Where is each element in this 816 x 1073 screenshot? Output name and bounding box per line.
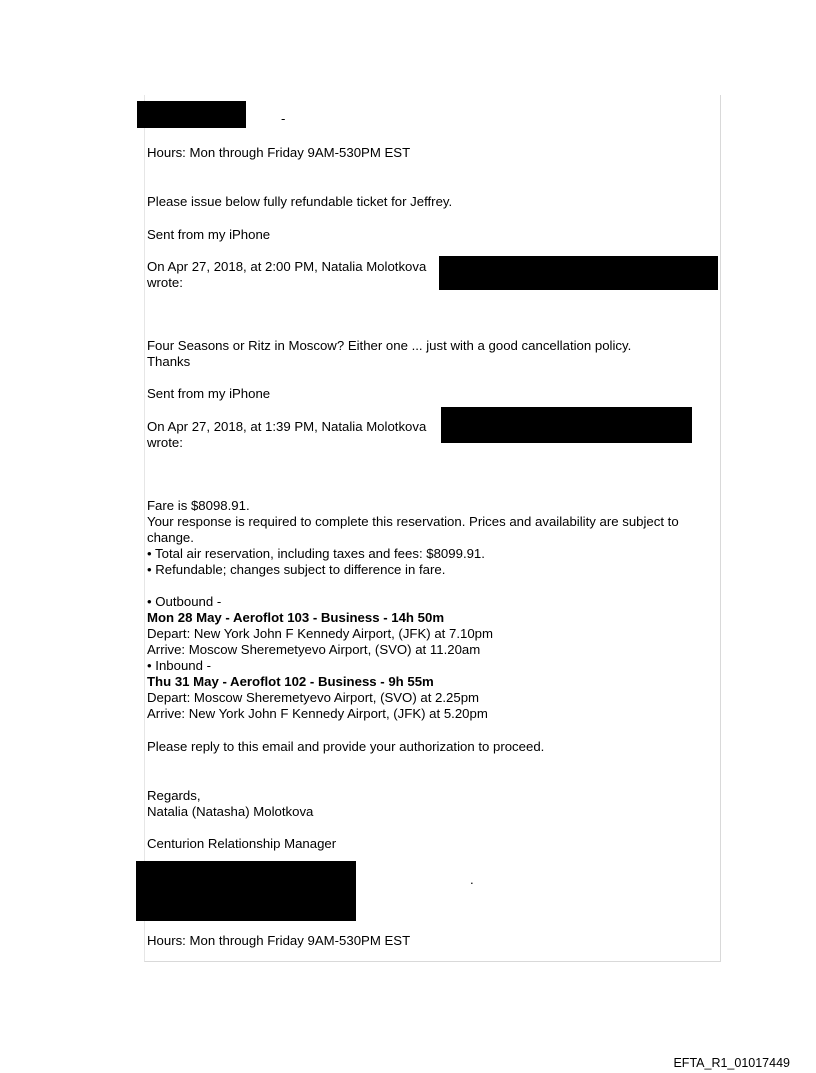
sender-name: Natalia (Natasha) Molotkova [147,804,314,819]
redaction-block-header [137,101,246,128]
outbound-depart: Depart: New York John F Kennedy Airport, (JFK) at 7.10pm [147,626,493,641]
document-id: EFTA_R1_01017449 [673,1056,790,1070]
redaction-block-signature [136,861,356,921]
inbound-arrive: Arrive: New York John F Kennedy Airport, (JFK) at 5.20pm [147,706,488,721]
fare-line: Fare is $8098.91. [147,498,250,513]
message2-body-line1: Four Seasons or Ritz in Moscow? Either one ... just with a good cancellation policy. [147,338,632,353]
reply-request: Please reply to this email and provide your authorization to proceed. [147,739,545,754]
inbound-depart: Depart: Moscow Sheremetyevo Airport, (SVO) at 2.25pm [147,690,480,705]
signature-dot: . [470,872,474,887]
message1-body: Please issue below fully refundable ticket for Jeffrey. [147,194,453,209]
message2-quote-wrote: wrote: [147,435,183,450]
outbound-arrive: Arrive: Moscow Sheremetyevo Airport, (SVO) at 11.20am [147,642,481,657]
message2-body-line2: Thanks [147,354,191,369]
inbound-label: • Inbound - [147,658,212,673]
header-hours: Hours: Mon through Friday 9AM-530PM EST [147,145,411,160]
regards: Regards, [147,788,201,803]
closing-hours: Hours: Mon through Friday 9AM-530PM EST [147,933,411,948]
bullet-refundable: • Refundable; changes subject to difference in fare. [147,562,446,577]
outbound-flight: Mon 28 May - Aeroflot 103 - Business - 14h 50m [147,610,445,625]
outbound-label: • Outbound - [147,594,222,609]
response-line2: change. [147,530,194,545]
sender-title: Centurion Relationship Manager [147,836,337,851]
redaction-block-email2 [441,407,692,443]
redaction-block-email1 [439,256,718,290]
message2-signature: Sent from my iPhone [147,386,271,401]
message1-signature: Sent from my iPhone [147,227,271,242]
message1-quote-line: On Apr 27, 2018, at 2:00 PM, Natalia Molotkova [147,259,427,274]
message2-quote-line: On Apr 27, 2018, at 1:39 PM, Natalia Molotkova [147,419,427,434]
inbound-flight: Thu 31 May - Aeroflot 102 - Business - 9h 55m [147,674,434,689]
bullet-total: • Total air reservation, including taxes and fees: $8099.91. [147,546,485,561]
header-dash: - [281,111,286,126]
message1-quote-wrote: wrote: [147,275,183,290]
response-line1: Your response is required to complete this reservation. Prices and availability are subject to [147,514,679,529]
